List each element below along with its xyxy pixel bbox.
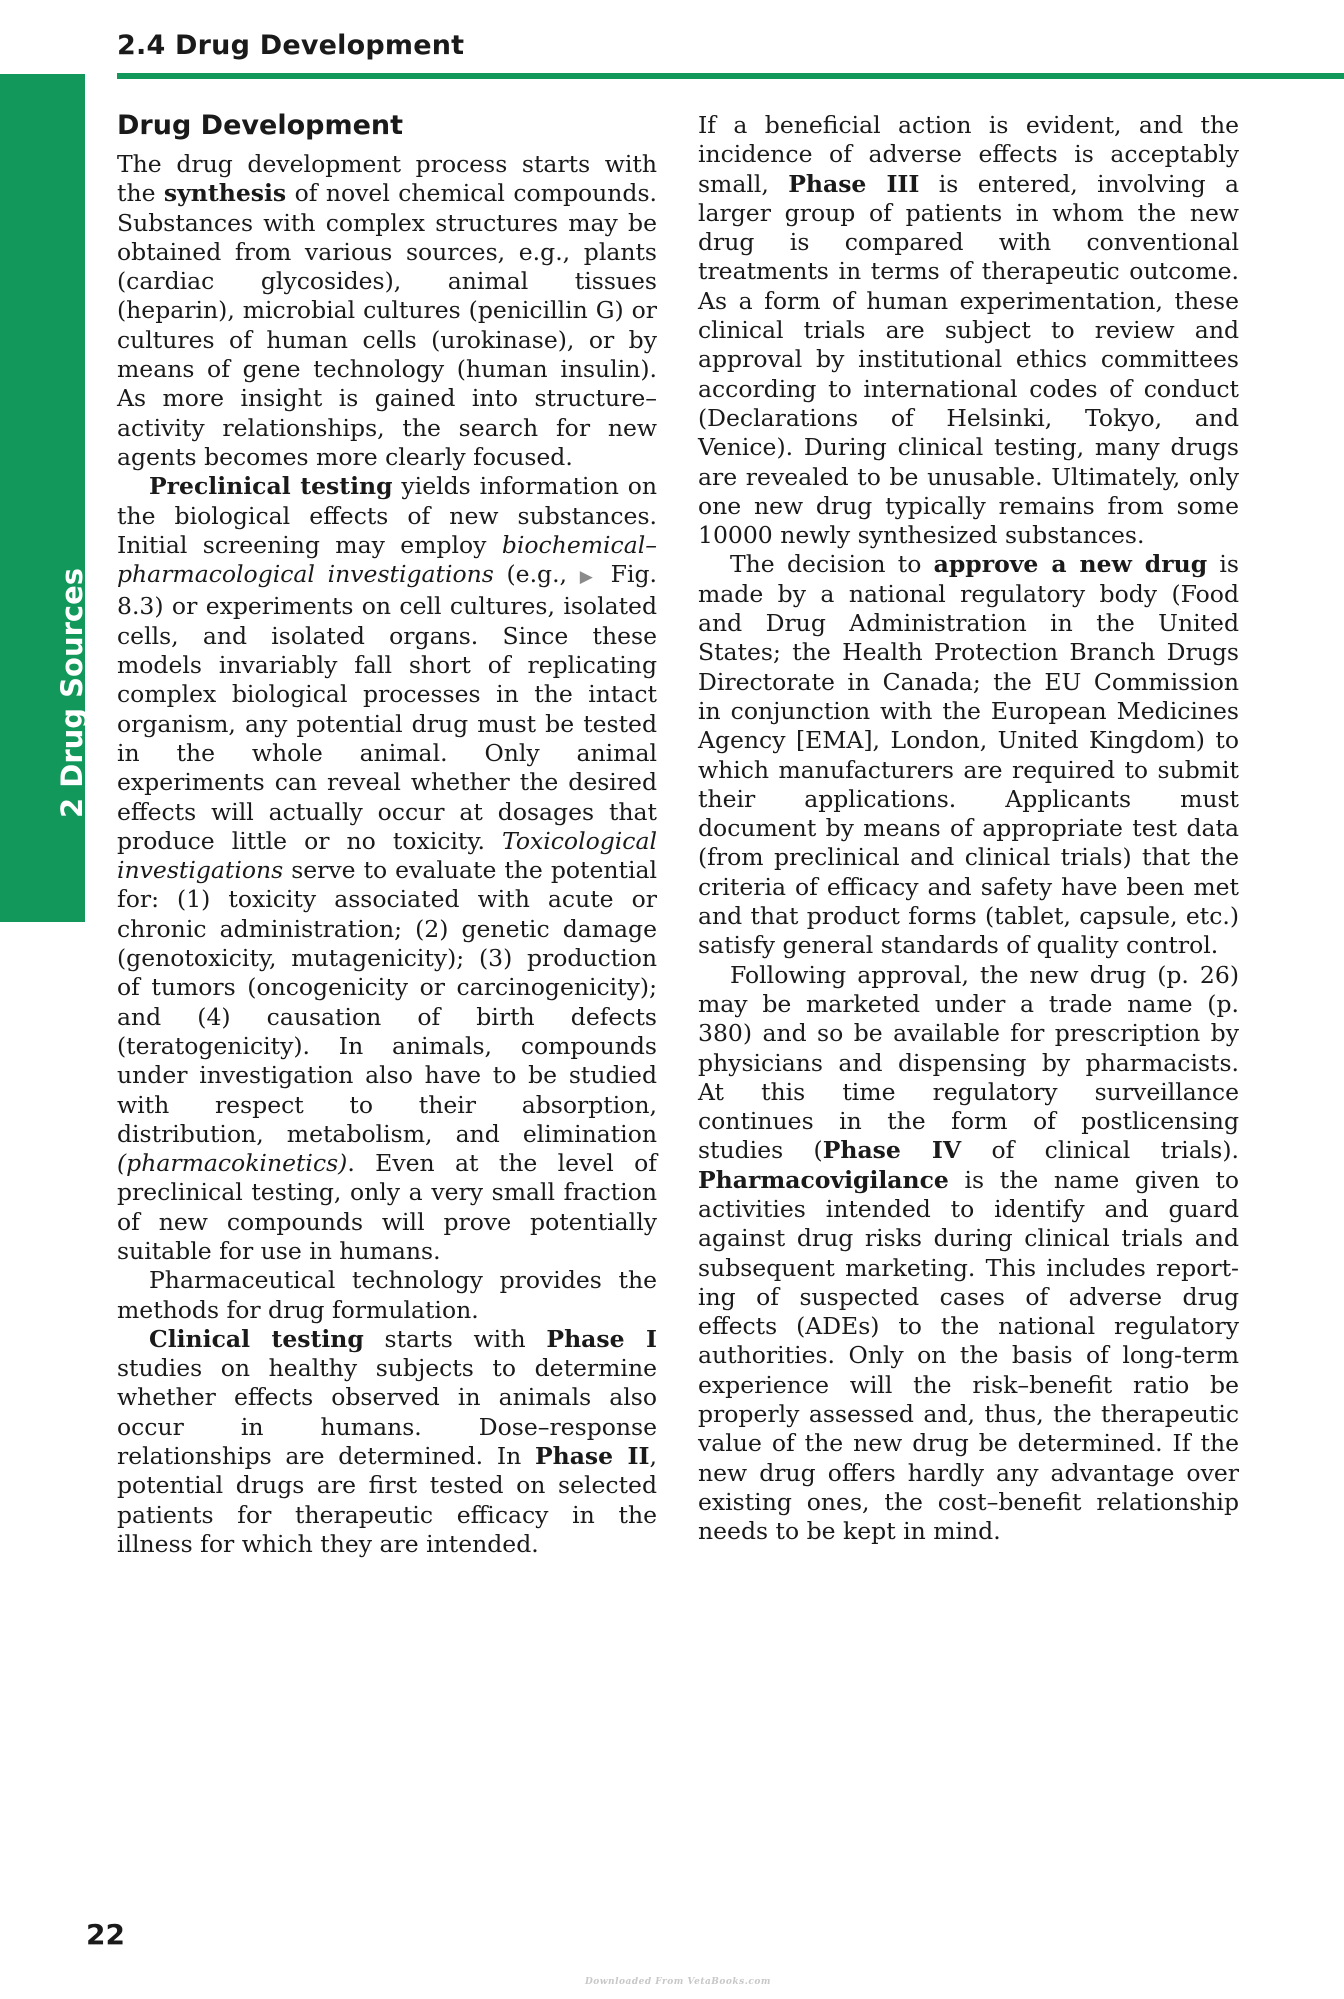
left-column: [117, 110, 657, 1559]
term-pharmacovigilance: Pharmacovigilance: [698, 1165, 949, 1194]
paragraph-approval: [698, 550, 1239, 960]
section-title: Drug Development: [117, 110, 404, 141]
term-pharmacokinetics: (pharmacokinetics): [117, 1149, 348, 1178]
text-run: The decision to: [730, 550, 934, 579]
text-run: studies on healthy subjects to determine whether effects observed in animals also occur in humans. Dose–response relationships are determined. In: [117, 1354, 657, 1471]
page-number: 22: [86, 1918, 125, 1951]
text-run: of novel chemical compounds. Substances with complex structures may be obtained from various sources, e.g., plants (cardiac glycosides), animal tissues (heparin), microbial cultures (penicillin G) or cultures of human cells (urokinase), or by means of gene technology (human insulin). As more insight is gained into structure–activity relationships, the search for new agents becomes more clearly focused.: [117, 179, 657, 471]
paragraph-pharmaceutical-technology: Pharmaceutical technology provides the methods for drug formulation.: [117, 1266, 657, 1324]
term-phase-4: Phase IV: [822, 1136, 962, 1165]
term-synthesis: synthesis: [163, 179, 287, 208]
term-phase-3: Phase III: [788, 169, 920, 198]
paragraph-synthesis: [117, 150, 657, 472]
text-run: is made by a national regulatory body (Food and Drug Administration in the United States; the Health Protection Branch Drugs Directorate in Canada; the EU Commission in conjunction with the European Medicines Agency [EMA], London, United Kingdom) to which manufacturers are required to submit their applications. Applicants must document by means of appropriate test data (from preclinical and clinical trials) that the criteria of efficacy and safety have been met and that product forms (tablet, capsule, etc.) satisfy general standards of quality control.: [698, 550, 1239, 960]
text-run: serve to evaluate the potential for: (1) toxicity associated with acute or chronic administration; (2) genetic damage (genotoxicity, mutagenicity); (3) production of tumors (oncogenicity or carcinogenicity); and (4) causation of birth defects (teratogenicity). In animals, compounds under investigation also have to be studied with respect to their absorption, distribution, metabolism, and elimination: [117, 856, 657, 1148]
text-run: starts with: [363, 1324, 547, 1353]
watermark: Downloaded From VetaBooks.com: [585, 1977, 771, 1987]
term-preclinical-testing: Preclinical testing: [149, 472, 393, 501]
paragraph-clinical-testing: [117, 1325, 657, 1559]
chapter-tab-label: 2 Drug Sources: [55, 567, 89, 818]
paragraph-marketing: [698, 961, 1239, 1547]
text-run: Following approval, the new drug (p. 26) may be marketed under a trade name (p. 380) and so be available for prescription by physicians and dispensing by pharmacists. At this time regulatory surveillance continues in the form of postlicensing studies (: [698, 960, 1239, 1165]
triangle-right-icon: ▶: [579, 567, 598, 588]
term-clinical-testing: Clinical testing: [149, 1324, 364, 1353]
text-run: If a beneficial action is evident, and the incidence of adverse effects is acceptably small,: [698, 111, 1239, 198]
term-biochemical-investigations: biochemical–pharmacological investigations: [117, 530, 657, 589]
text-run: of clinical trials).: [961, 1136, 1239, 1165]
paragraph-preclinical: [117, 472, 657, 1266]
text-run: . Even at the level of preclinical testing, only a very small fraction of new compounds will prove potentially suitable for use in humans.: [117, 1149, 657, 1265]
paragraph-phase-3: [698, 111, 1239, 550]
text-run: yields information on the biological effects of new substances. Initial screening may employ: [117, 472, 657, 559]
term-toxicological-investigations: Toxicological investigations: [117, 826, 657, 885]
text-run: is the name given to activities intended to identify and guard against drug risks during clinical trials and subsequent marketing. This includes reporting of suspected cases of adverse drug effects (ADEs) to the national regulatory authorities. Only on the basis of long-term experience will the risk–benefit ratio be properly assessed and, thus, the therapeutic value of the new drug be determined. If the new drug offers hardly any advantage over existing ones, the cost–benefit relationship needs to be kept in mind.: [698, 1165, 1239, 1546]
term-approve-new-drug: approve a new drug: [933, 550, 1208, 579]
text-run: , potential drugs are first tested on selected patients for therapeutic efficacy in the illness for which they are intended.: [117, 1442, 657, 1558]
text-run: is entered, involving a larger group of patients in whom the new drug is compared with conventional treatments in terms of therapeutic outcome. As a form of human experimentation, these clinical trials are subject to review and approval by institutional ethics committees according to international codes of conduct (Declarations of Helsinki, Tokyo, and Venice). During clinical testing, many drugs are revealed to be unusable. Ultimately, only one new drug typically remains from some 10000 newly synthesized substances.: [698, 169, 1240, 550]
figure-reference-link[interactable]: Fig. 8.3: [117, 560, 657, 621]
text-run: ) or experiments on cell cultures, isolated cells, and isolated organs. Since these models invariably fall short of replicating complex biological processes in the intact organism, any potential drug must be tested in the whole animal. Only animal experiments can reveal whether the desired effects will actually occur at dosages that produce little or no toxicity.: [117, 592, 657, 855]
running-head: 2.4 Drug Development: [117, 30, 465, 61]
header-rule: [117, 73, 1344, 79]
term-phase-1: Phase I: [546, 1324, 657, 1353]
term-phase-2: Phase II: [534, 1442, 650, 1471]
text-run: The drug development process starts with the: [117, 150, 657, 208]
text-run: (e.g.,: [493, 560, 580, 589]
right-column: [698, 111, 1239, 1547]
